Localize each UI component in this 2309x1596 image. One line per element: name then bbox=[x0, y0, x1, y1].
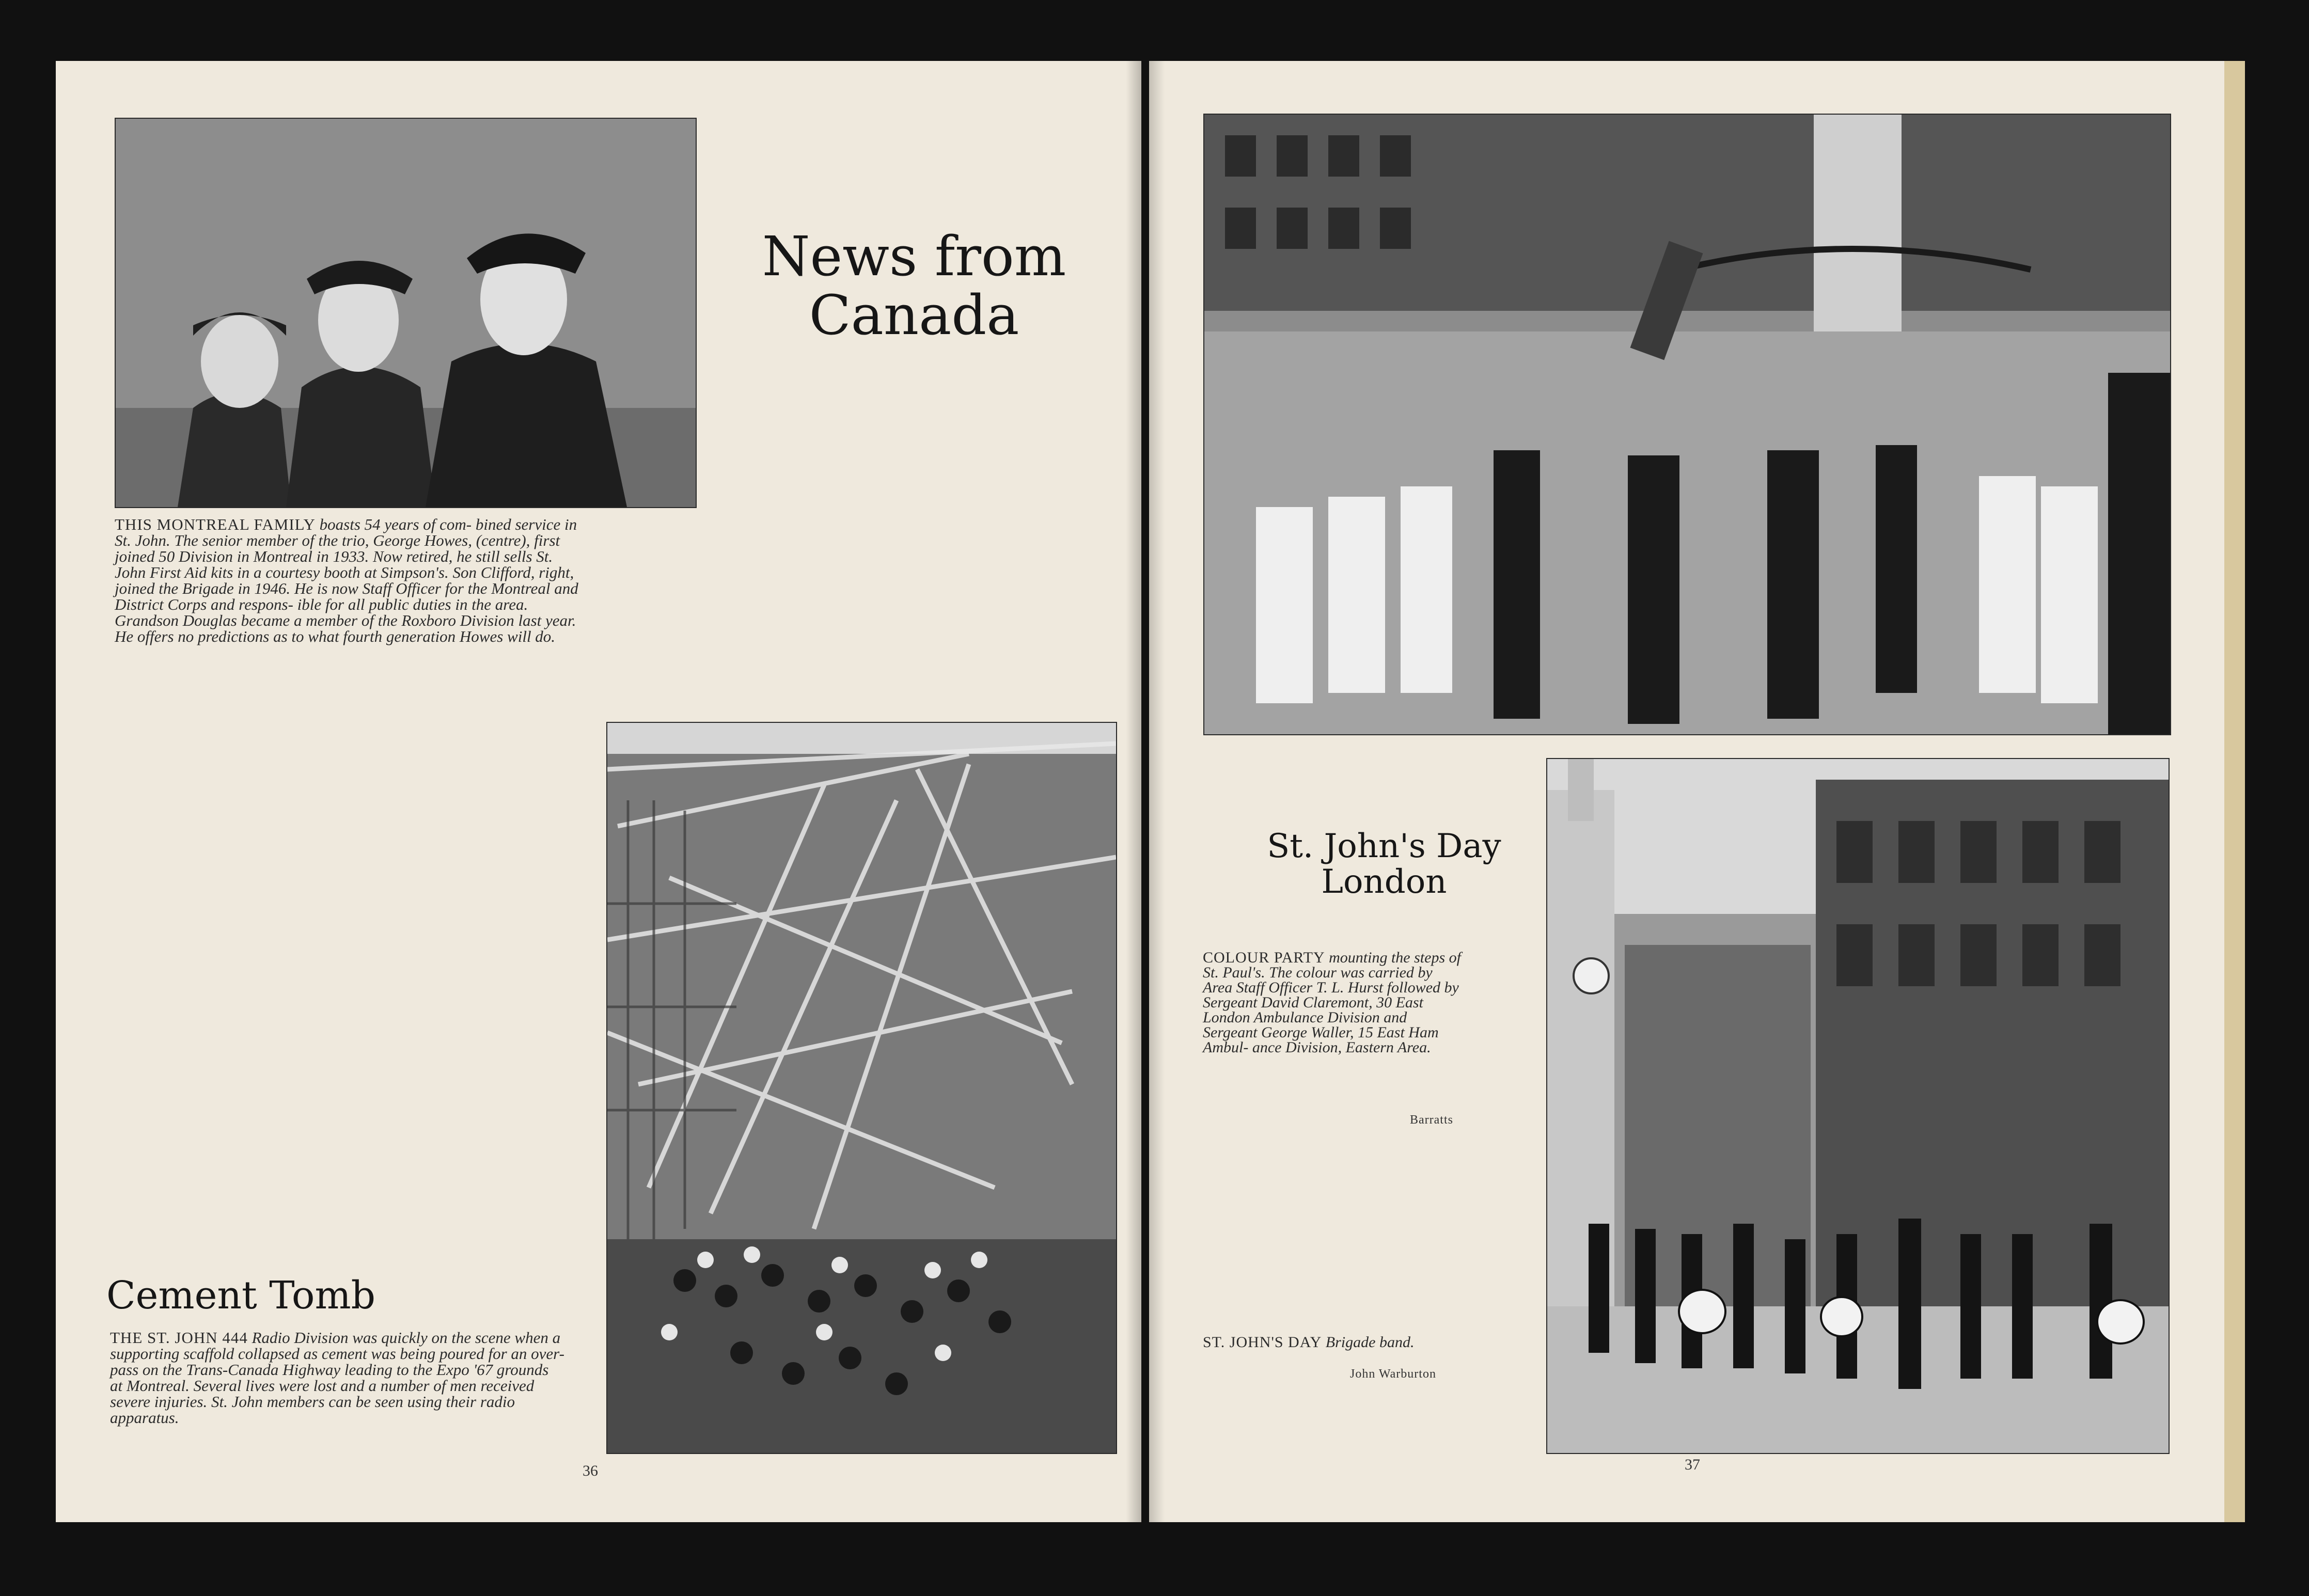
family-caption-text: boasts 54 years of com- bined service in St. John. The senior member of the trio, George Howes, (centre), first joined 50 Division in Montreal in 1933. Now retired, he still sells St. John First Aid kits in a courtesy booth at Simpson's. Son Clifford, right, joined the Brigade in 1946. He is now Staff Officer for the Montreal and District Corps and respons- ible for all public duties in the area. Grandson Douglas became a member of the Roxboro Division last year. He offers no predictions as to what fourth generation Howes will do. bbox=[115, 515, 578, 645]
page-number-right: 37 bbox=[1685, 1456, 1700, 1473]
headline-line-1: News from bbox=[762, 225, 1066, 288]
band-caption bbox=[1203, 1335, 1420, 1350]
colour-party-caption-lead: COLOUR PARTY bbox=[1203, 949, 1325, 966]
headline-line-1: St. John's Day bbox=[1267, 827, 1501, 865]
gutter-shadow-right bbox=[1149, 61, 1165, 1522]
cement-caption bbox=[110, 1330, 564, 1426]
scaffold-collapse-photo bbox=[606, 722, 1117, 1454]
family-caption bbox=[115, 516, 579, 644]
page-number-left: 36 bbox=[583, 1462, 598, 1479]
cement-caption-lead: THE ST. JOHN 444 bbox=[110, 1329, 248, 1347]
band-caption-lead: ST. JOHN'S DAY bbox=[1203, 1334, 1322, 1351]
colour-party-caption-text: mounting the steps of St. Paul's. The colour was carried by Area Staff Officer T. L. Hurst followed by Sergeant David Claremont, 30 East London Ambulance Division and Sergeant George Waller, 15 East Ham Ambul- ance Division, Eastern Area. bbox=[1203, 949, 1461, 1056]
cement-caption-text: Radio Division was quickly on the scene when a supporting scaffold collapsed as cement was being poured for an over-pass on the Trans-Canada Highway leading to the Expo '67 grounds at Montreal. Several lives were lost and a number of men received severe injuries. St. John members can be seen using their radio apparatus. bbox=[110, 1329, 564, 1427]
headline-line-2: London bbox=[1321, 863, 1447, 902]
band-credit: John Warburton bbox=[1350, 1367, 1436, 1381]
news-from-canada-headline bbox=[733, 227, 1095, 345]
family-photo bbox=[115, 118, 697, 508]
colour-party-credit: Barratts bbox=[1410, 1113, 1453, 1127]
cement-tomb-headline: Cement Tomb bbox=[106, 1273, 375, 1318]
family-caption-lead: THIS MONTREAL FAMILY bbox=[115, 515, 316, 533]
colour-party-caption bbox=[1203, 950, 1461, 1055]
brigade-band-photo bbox=[1546, 758, 2170, 1454]
colour-party-photo bbox=[1203, 114, 2171, 735]
band-caption-text: Brigade band. bbox=[1322, 1334, 1415, 1351]
headline-line-2: Canada bbox=[809, 283, 1019, 347]
back-cover-edge bbox=[2224, 61, 2245, 1522]
gutter-shadow-left bbox=[1126, 61, 1141, 1522]
st-johns-day-headline bbox=[1188, 829, 1580, 900]
